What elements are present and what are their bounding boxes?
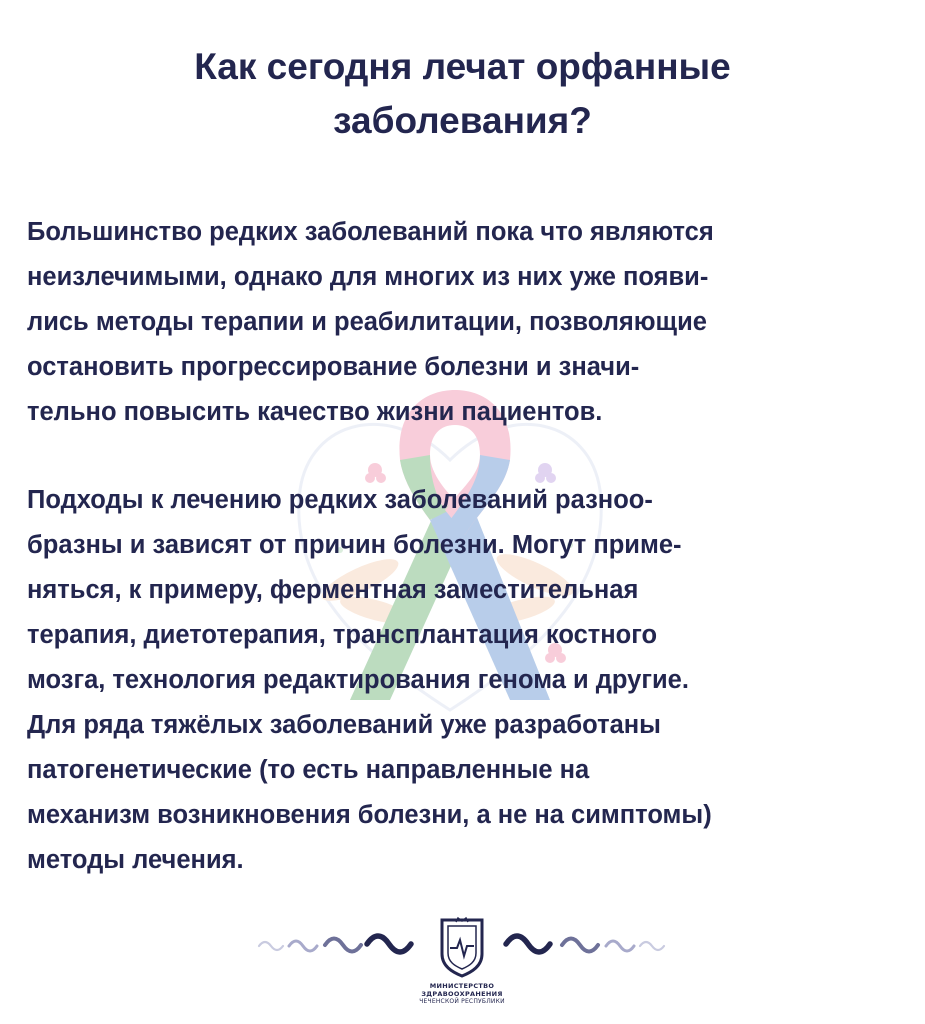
page-title — [60, 40, 865, 148]
swirl-ornament-icon — [255, 926, 425, 960]
paragraph-line: патогенетические (то есть направленные на — [27, 756, 590, 784]
title-line: Как сегодня лечат орфанные — [194, 46, 731, 87]
ministry-line: МИНИСТЕРСТВО — [429, 982, 495, 990]
ministry-line: ЧЕЧЕНСКОЙ РЕСПУБЛИКИ — [419, 998, 505, 1005]
swirl-ornament-icon — [500, 926, 670, 960]
ministry-caption — [362, 982, 562, 1006]
paragraph-line: механизм возникновения болезни, а не на симптомы) — [27, 801, 712, 829]
title-line: заболевания? — [333, 100, 592, 141]
paragraph-line: тельно повысить качество жизни пациентов. — [27, 398, 603, 426]
ministry-line: ЗДРАВООХРАНЕНИЯ — [421, 990, 503, 998]
paragraph-line: мозга, технология редактирования генома и другие. — [27, 666, 689, 694]
paragraph-approaches — [27, 478, 899, 883]
paragraph-line: методы лечения. — [27, 846, 244, 874]
footer — [0, 912, 925, 1012]
paragraph-intro — [27, 210, 899, 435]
paragraph-line: бразны и зависят от причин болезни. Могут приме- — [27, 531, 682, 559]
paragraph-line: Подходы к лечению редких заболеваний разноо- — [27, 486, 653, 514]
paragraph-line: няться, к примеру, ферментная заместительная — [27, 576, 639, 604]
paragraph-line: терапия, диетотерапия, трансплантация костного — [27, 621, 658, 649]
paragraph-line: остановить прогрессирование болезни и значи- — [27, 353, 640, 381]
paragraph-line: лись методы терапии и реабилитации, позволяющие — [27, 308, 707, 336]
ministry-emblem-icon — [436, 916, 488, 978]
paragraph-line: Большинство редких заболеваний пока что являются — [27, 218, 714, 246]
paragraph-line: неизлечимыми, однако для многих из них уже появи- — [27, 263, 709, 291]
paragraph-line: Для ряда тяжёлых заболеваний уже разработаны — [27, 711, 661, 739]
